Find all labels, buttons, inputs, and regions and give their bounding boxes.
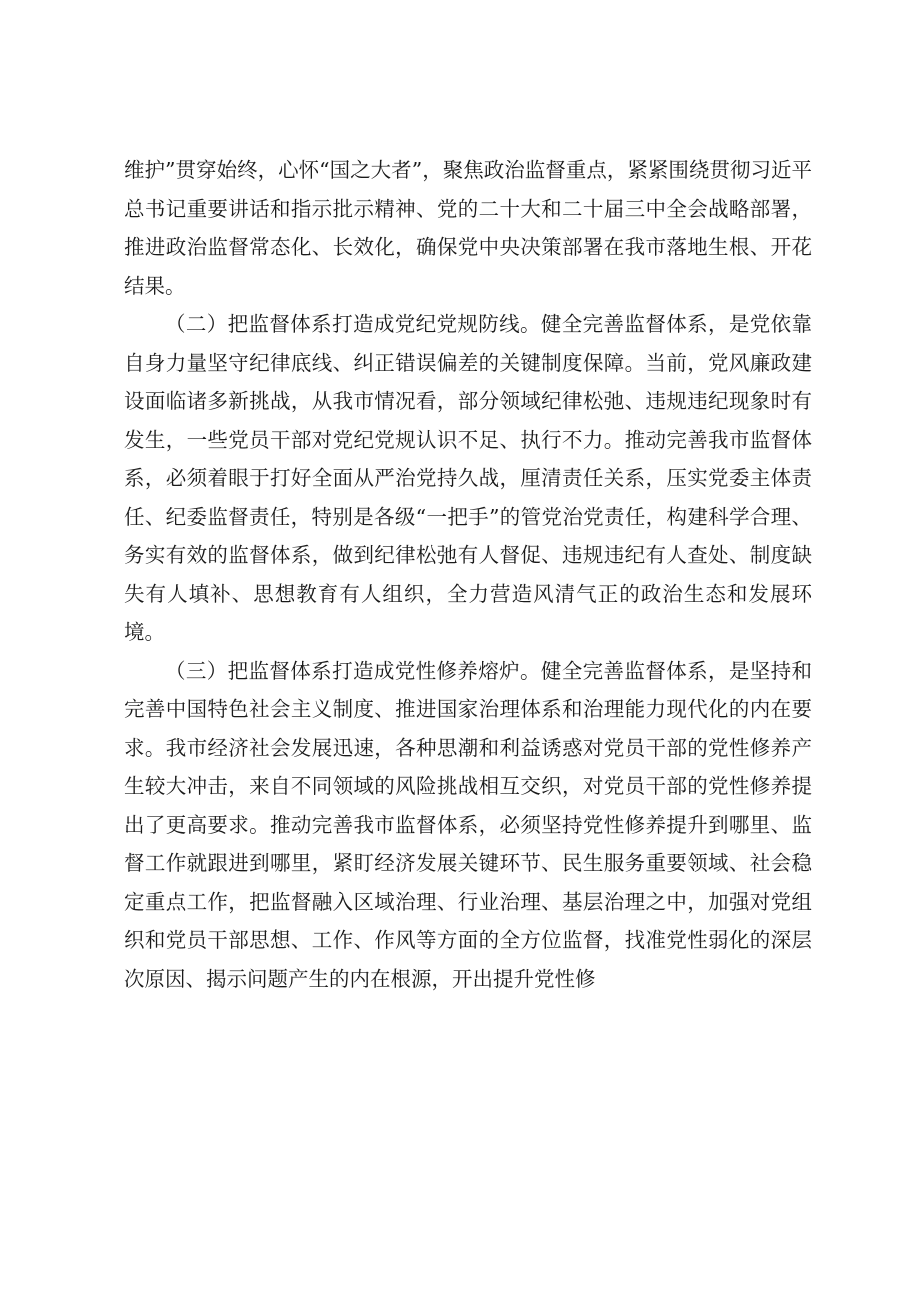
paragraph-continuation: 维护”贯穿始终，心怀“国之大者”，聚焦政治监督重点，紧紧围绕贯彻习近平总书记重要讲话和指示批示精神、党的二十大和二十届三中全会战略部署，推进政治监督常态化、长效化，确保党中央决策部署在我市落地生根、开花结果。 bbox=[124, 158, 812, 298]
document-body bbox=[124, 151, 812, 998]
paragraph-section-three: （三）把监督体系打造成党性修养熔炉。健全完善监督体系，是坚持和完善中国特色社会主义制度、推进国家治理体系和治理能力现代化的内在要求。我市经济社会发展迅速，各种思潮和利益诱惑对党员干部的党性修养产生较大冲击，来自不同领域的风险挑战相互交织，对党员干部的党性修养提出了更高要求。推动完善我市监督体系，必须坚持党性修养提升到哪里、监督工作就跟进到哪里，紧盯经济发展关键环节、民生服务重要领域、社会稳定重点工作，把监督融入区域治理、行业治理、基层治理之中，加强对党组织和党员干部思想、工作、作风等方面的全方位监督，找准党性弱化的深层次原因、揭示问题产生的内在根源，开出提升党性修 bbox=[124, 658, 812, 991]
paragraph-section-two: （二）把监督体系打造成党纪党规防线。健全完善监督体系，是党依靠自身力量坚守纪律底线、纠正错误偏差的关键制度保障。当前，党风廉政建设面临诸多新挑战，从我市情况看，部分领域纪律松弛、违规违纪现象时有发生，一些党员干部对党纪党规认识不足、执行不力。推动完善我市监督体系，必须着眼于打好全面从严治党持久战，厘清责任关系，压实党委主体责任、纪委监督责任，特别是各级“一把手”的管党治党责任，构建科学合理、务实有效的监督体系，做到纪律松弛有人督促、违规违纪有人查处、制度缺失有人填补、思想教育有人组织，全力营造风清气正的政治生态和发展环境。 bbox=[124, 312, 812, 644]
